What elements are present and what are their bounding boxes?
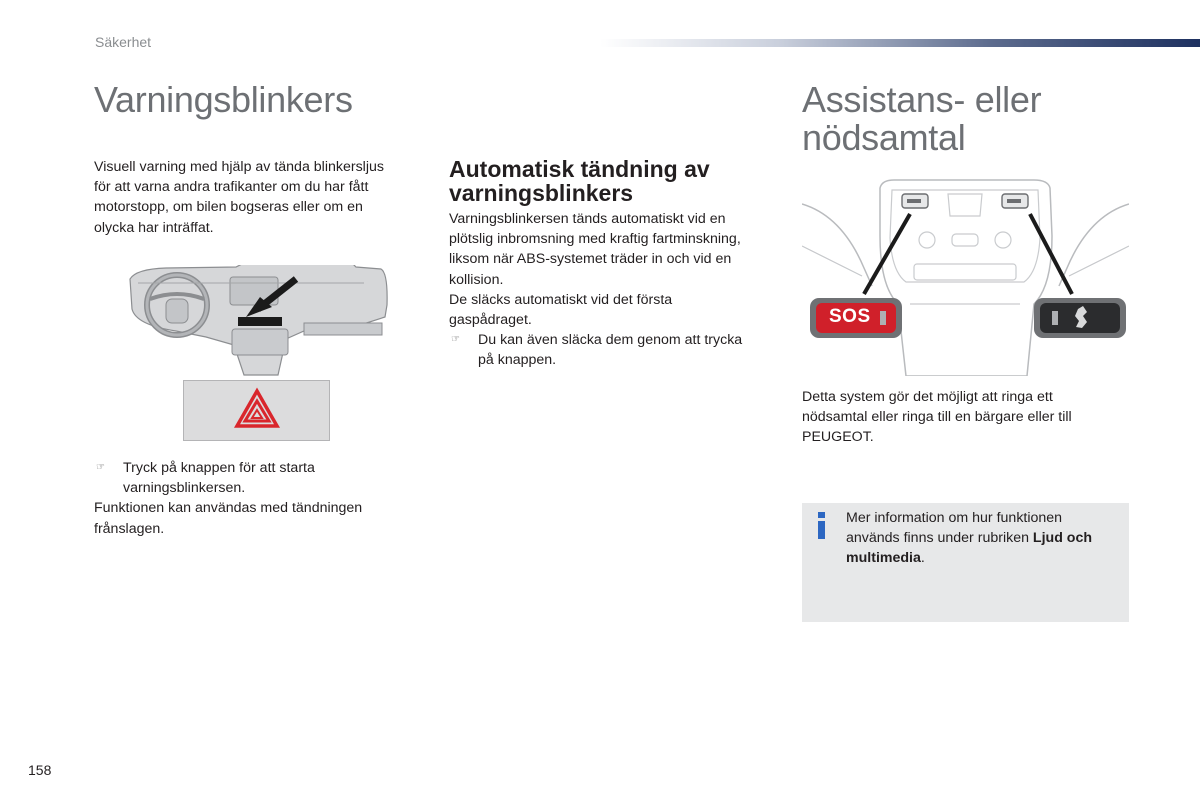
info-link-text: Ljud och <box>1032 530 1093 547</box>
left-intro-line: motorstopp, om bilen bogseras eller om en <box>94 199 363 216</box>
bullet-line: varningsblinkersen. <box>123 480 246 497</box>
dashboard-illustration <box>126 265 390 377</box>
info-icon <box>817 512 826 536</box>
bullet-hand-icon: ☞ <box>96 462 105 473</box>
section-title <box>802 81 1122 157</box>
body-line: plötslig inbromsning med kraftig fartminskning, <box>449 231 741 248</box>
info-text <box>846 508 1121 569</box>
note-line: Funktionen kan användas med tändningen <box>94 500 363 517</box>
section-heading-line: varningsblinkers <box>449 180 634 206</box>
bullet-line: Tryck på knappen för att starta <box>123 460 315 476</box>
left-intro <box>94 157 414 238</box>
body-line: gaspådraget. <box>449 312 532 329</box>
info-line <box>846 528 1121 548</box>
section-heading <box>449 157 769 205</box>
body-line: De släcks automatiskt vid det första <box>449 291 673 308</box>
bullet-line: på knappen. <box>478 352 557 369</box>
right-body <box>802 387 1132 448</box>
bullet-item <box>449 330 779 370</box>
info-line: Mer information om hur funktionen <box>846 510 1063 526</box>
page-number: 158 <box>28 762 52 778</box>
hazard-button-illustration <box>183 380 330 441</box>
bullet-line: Du kan även släcka dem genom att trycka <box>478 332 743 349</box>
info-box <box>802 503 1129 622</box>
section-title-line: nödsamtal <box>802 117 966 158</box>
body-line: nödsamtal eller ringa till en bärgare eller till <box>802 409 1072 426</box>
body-line: Detta system gör det möjligt att ringa ett <box>802 389 1053 405</box>
section-label: Säkerhet <box>95 34 152 50</box>
bullet-hand-icon: ☞ <box>451 334 460 346</box>
left-intro-line: Visuell varning med hjälp av tända blinkersljus <box>94 159 384 175</box>
overhead-console-illustration <box>802 176 1129 376</box>
info-line-text: används finns under rubriken <box>846 530 1033 547</box>
info-link-text: multimedia <box>846 550 921 567</box>
body-line: Varningsblinkersen tänds automatiskt vid en <box>449 211 726 227</box>
left-intro-line: för att varna andra trafikanter om du har fått <box>94 179 369 196</box>
body-line: liksom när ABS-systemet träder in och vid en <box>449 251 732 268</box>
page-title: Varningsblinkers <box>94 79 353 120</box>
bullet-item <box>94 458 414 498</box>
sos-button-label: SOS <box>829 306 871 327</box>
body-line: PEUGEOT. <box>802 429 874 446</box>
middle-body <box>449 209 779 371</box>
left-intro-line: olycka har inträffat. <box>94 219 214 236</box>
header-bar <box>600 39 1200 47</box>
section-title-line: Assistans- eller <box>802 79 1042 120</box>
body-line: kollision. <box>449 271 504 288</box>
info-line-text: . <box>920 550 925 567</box>
left-bullet-block <box>94 458 414 539</box>
note-line: frånslagen. <box>94 520 165 537</box>
info-line <box>846 548 1121 568</box>
hazard-triangle-icon <box>184 381 329 440</box>
section-heading-line: Automatisk tändning av <box>449 156 710 182</box>
